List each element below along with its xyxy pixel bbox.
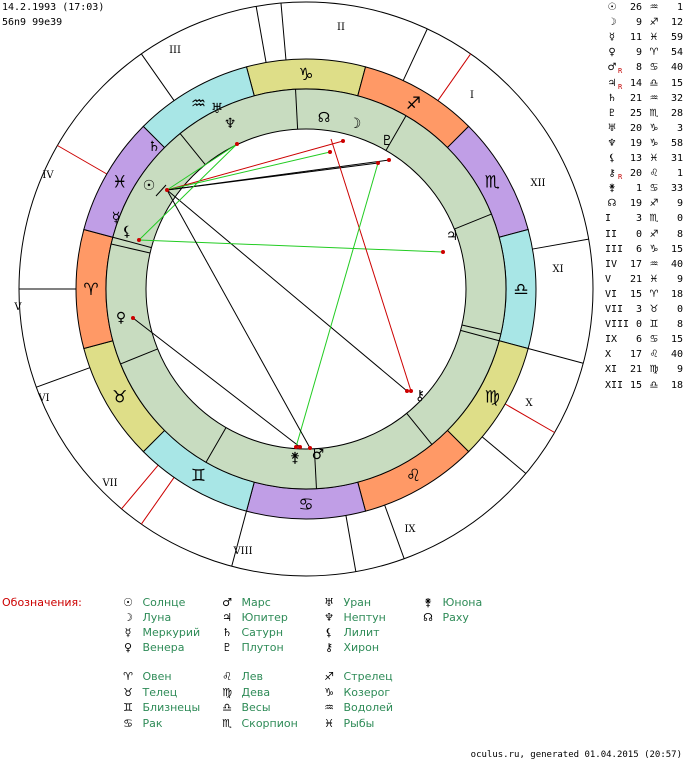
legend-sign xyxy=(318,686,390,699)
degree-value: 21 xyxy=(629,92,642,104)
degree-value: 17 xyxy=(629,258,642,270)
planet-symbol: ♂ xyxy=(607,62,617,74)
retrograde-mark: R xyxy=(618,173,623,182)
position-row xyxy=(603,121,686,136)
aspect-endpoint xyxy=(341,139,345,143)
minute-value: 1 xyxy=(676,168,683,180)
legend-sign-label: Скорпион xyxy=(238,716,298,730)
degree-value: 15 xyxy=(629,288,642,300)
legend-planet-icon: ⚵ xyxy=(423,596,433,609)
degree-value: 8 xyxy=(635,62,642,74)
legend-planet-label: Солнце xyxy=(139,596,186,609)
sign-symbol: ♑ xyxy=(649,243,659,255)
house-label: VI xyxy=(38,393,50,404)
aspect-endpoint xyxy=(308,446,312,450)
degree-value: 26 xyxy=(629,2,642,13)
legend-planet-label: Юпитер xyxy=(238,611,288,624)
aspect-endpoint xyxy=(298,445,302,449)
zodiac-glyph-aquarius: ♒ xyxy=(190,93,207,114)
house-label: V xyxy=(14,302,22,313)
legend-planet-icon: ♃ xyxy=(222,611,232,624)
degree-value: 25 xyxy=(629,107,642,119)
zodiac-glyph-leo: ♌ xyxy=(405,466,422,487)
house-number: IX xyxy=(605,334,618,346)
legend-sign-icon: ♈ xyxy=(123,670,133,683)
legend-planet-icon: ♇ xyxy=(222,641,232,654)
house-label: IX xyxy=(404,524,416,535)
degree-value: 19 xyxy=(629,198,642,210)
legend-planet xyxy=(318,596,371,609)
house-label: VIII xyxy=(233,546,253,557)
position-row xyxy=(603,30,686,45)
legend-sign xyxy=(117,701,200,714)
legend-planet-icon: ☿ xyxy=(124,626,132,639)
house-number: X xyxy=(605,349,612,361)
legend-planet-icon: ☊ xyxy=(423,611,433,624)
house-label: VII xyxy=(102,478,118,489)
planet-symbol: ☿ xyxy=(608,32,616,44)
planet-glyph-jupiter: ♃ xyxy=(445,228,459,244)
aspect-endpoint xyxy=(376,161,380,165)
planet-symbol: ♆ xyxy=(607,137,617,149)
zodiac-glyph-cancer: ♋ xyxy=(298,495,314,515)
position-row xyxy=(603,15,686,30)
house-label: II xyxy=(337,22,345,33)
minute-value: 28 xyxy=(670,107,683,119)
planet-glyph-venus: ♀ xyxy=(115,310,127,326)
planet-glyph-pluto: ♇ xyxy=(380,133,394,149)
degree-value: 0 xyxy=(635,319,642,331)
minute-value: 9 xyxy=(676,198,683,210)
legend-planet xyxy=(216,626,283,639)
degree-value: 6 xyxy=(635,243,642,255)
sign-symbol: ♑ xyxy=(649,122,659,134)
house-row xyxy=(603,257,686,272)
planet-symbol: ♇ xyxy=(607,107,617,119)
minute-value: 32 xyxy=(670,92,683,104)
aspect-endpoint xyxy=(235,142,239,146)
minute-value: 31 xyxy=(670,153,683,164)
retrograde-mark: R xyxy=(618,67,623,76)
sign-symbol: ♓ xyxy=(649,153,659,164)
legend-sign xyxy=(216,701,271,714)
legend-sign-label: Рыбы xyxy=(340,716,375,730)
legend-planet xyxy=(417,611,469,624)
zodiac-glyph-scorpio: ♏ xyxy=(484,172,500,193)
sign-symbol: ♋ xyxy=(649,334,659,346)
legend-planet xyxy=(318,611,386,624)
minute-value: 15 xyxy=(670,334,683,346)
planet-glyph-neptune: ♆ xyxy=(223,116,237,132)
sign-symbol: ♈ xyxy=(649,288,659,300)
legend-planet xyxy=(216,611,288,624)
position-row xyxy=(603,181,686,196)
legend-sign-icon: ♍ xyxy=(222,685,232,699)
position-row xyxy=(603,151,686,166)
legend-planet-icon: ♄ xyxy=(222,626,232,639)
position-row xyxy=(603,166,686,181)
sign-symbol: ♒ xyxy=(649,258,659,270)
legend-planet-icon: ⚸ xyxy=(324,626,334,639)
house-row xyxy=(603,347,686,362)
legend-sign xyxy=(117,686,177,699)
house-row xyxy=(603,362,686,377)
legend-planet-icon: ☽ xyxy=(123,611,133,624)
sign-symbol: ♑ xyxy=(649,137,659,149)
degree-value: 11 xyxy=(629,32,642,44)
house-row xyxy=(603,272,686,287)
minute-value: 1 xyxy=(676,2,683,13)
zodiac-glyph-capricorn: ♑ xyxy=(298,65,314,85)
legend-sign-icon: ♌ xyxy=(222,670,232,683)
planet-glyph-node: ☊ xyxy=(317,110,331,126)
planet-glyph-chiron: ⚷ xyxy=(414,388,426,404)
legend-sign xyxy=(117,670,172,683)
minute-value: 12 xyxy=(670,17,683,29)
position-row xyxy=(603,196,686,211)
sign-symbol: ♓ xyxy=(649,273,659,285)
planet-symbol: ⚵ xyxy=(608,183,616,195)
legend-sign xyxy=(117,717,163,730)
zodiac-glyph-pisces: ♓ xyxy=(112,172,128,193)
house-number: XII xyxy=(605,379,624,391)
legend-sign-icon: ♎ xyxy=(222,701,232,714)
retrograde-mark: R xyxy=(618,82,623,91)
sign-symbol: ♒ xyxy=(649,92,659,104)
legend-sign-icon: ♋ xyxy=(123,716,133,730)
legend-sign-label: Рак xyxy=(139,716,163,730)
sign-symbol: ♈ xyxy=(649,47,659,59)
house-row xyxy=(603,302,686,317)
sign-symbol: ♏ xyxy=(649,213,659,225)
degree-value: 13 xyxy=(629,153,642,164)
legend-sign xyxy=(318,701,393,714)
aspect-endpoint xyxy=(294,445,298,449)
degree-value: 3 xyxy=(635,213,642,225)
sign-symbol: ♋ xyxy=(649,62,659,74)
legend-sign-icon: ♏ xyxy=(222,716,232,730)
legend-sign-label: Водолей xyxy=(340,701,394,714)
aspect-endpoint xyxy=(387,158,391,162)
legend-sign-icon: ♉ xyxy=(123,685,133,699)
legend-sign-label: Овен xyxy=(139,670,172,683)
position-row xyxy=(603,60,686,75)
planet-glyph-saturn: ♄ xyxy=(147,139,161,155)
planet-glyph-sun: ☉ xyxy=(142,178,156,194)
house-number: V xyxy=(605,273,612,285)
zodiac-glyph-sagittarius: ♐ xyxy=(405,93,422,114)
house-number: VIII xyxy=(605,319,630,331)
chart-coordinates: 56n9 99e39 xyxy=(2,17,63,28)
degree-value: 0 xyxy=(635,228,642,240)
legend-planet xyxy=(117,596,185,609)
legend-planet xyxy=(417,596,482,609)
degree-value: 19 xyxy=(629,137,642,149)
planet-glyph-moon: ☽ xyxy=(348,116,362,132)
sign-symbol: ♒ xyxy=(649,2,659,13)
legend-sign-label: Телец xyxy=(139,685,178,699)
sign-symbol: ♌ xyxy=(649,168,659,180)
legend-planet-label: Меркурий xyxy=(139,626,201,639)
minute-value: 8 xyxy=(676,319,683,331)
house-number: II xyxy=(605,228,618,240)
legend-sign-label: Лев xyxy=(238,670,264,683)
legend-planet-icon: ♂ xyxy=(222,596,232,609)
legend-planet-icon: ♅ xyxy=(324,596,334,609)
planet-glyph-mercury: ☿ xyxy=(111,210,121,226)
planet-glyph-lilith: ⚸ xyxy=(121,224,133,240)
house-number: IV xyxy=(605,258,618,270)
planet-glyph-uranus: ♅ xyxy=(210,101,224,117)
chart-date-time: 14.2.1993 (17:03) xyxy=(2,2,105,13)
aspect-endpoint xyxy=(441,250,445,254)
legend-sign-icon: ♒ xyxy=(324,701,334,714)
degree-value: 15 xyxy=(629,379,642,391)
legend-sign-label: Близнецы xyxy=(139,701,201,714)
zodiac-glyph-libra: ♎ xyxy=(513,280,529,300)
legend-sign xyxy=(216,670,263,683)
minute-value: 0 xyxy=(676,213,683,225)
zodiac-glyph-virgo: ♍ xyxy=(484,387,500,408)
planet-symbol: ♃ xyxy=(607,77,617,89)
minute-value: 15 xyxy=(670,243,683,255)
zodiac-glyph-aries: ♈ xyxy=(83,280,99,300)
legend-sign xyxy=(216,686,270,699)
legend-sign xyxy=(216,717,298,730)
house-label: I xyxy=(470,90,474,101)
legend-planet xyxy=(117,641,185,654)
minute-value: 58 xyxy=(670,137,683,149)
sign-symbol: ♐ xyxy=(649,17,659,29)
minute-value: 8 xyxy=(676,228,683,240)
minute-value: 40 xyxy=(670,62,683,74)
minute-value: 40 xyxy=(670,258,683,270)
legend-planet-icon: ♀ xyxy=(123,641,133,654)
house-row xyxy=(603,287,686,302)
degree-value: 20 xyxy=(629,122,642,134)
minute-value: 0 xyxy=(676,304,683,315)
house-row xyxy=(603,317,686,332)
legend-sign-icon: ♊ xyxy=(123,701,133,714)
minute-value: 9 xyxy=(676,364,683,376)
legend-planet-label: Венера xyxy=(139,641,185,654)
planet-symbol: ⚸ xyxy=(608,153,616,164)
degree-value: 9 xyxy=(635,47,642,59)
planet-symbol: ☽ xyxy=(607,17,617,29)
degree-value: 9 xyxy=(635,17,642,29)
minute-value: 15 xyxy=(670,77,683,89)
legend-sign-label: Дева xyxy=(238,685,271,699)
legend-sign-icon: ♐ xyxy=(324,670,334,683)
house-label: IV xyxy=(42,170,54,181)
legend-planet xyxy=(318,626,380,639)
degree-value: 3 xyxy=(635,304,642,315)
house-row xyxy=(603,227,686,242)
legend-sign-icon: ♓ xyxy=(324,716,334,730)
house-number: VI xyxy=(605,288,618,300)
house-number: III xyxy=(605,243,624,255)
legend-planet xyxy=(216,641,284,654)
legend-planet xyxy=(318,641,379,654)
house-label: III xyxy=(169,45,181,56)
degree-value: 20 xyxy=(629,168,642,180)
position-row xyxy=(603,76,686,91)
legend-planet-label: Марс xyxy=(238,596,271,609)
legend-planet-icon: ⚷ xyxy=(324,641,334,654)
degree-value: 1 xyxy=(635,183,642,195)
position-row xyxy=(603,136,686,151)
legend-sign-label: Стрелец xyxy=(340,670,393,683)
minute-value: 59 xyxy=(670,32,683,44)
legend-planet-label: Юнона xyxy=(439,596,483,609)
legend-sign-label: Козерог xyxy=(340,685,391,699)
zodiac-glyph-taurus: ♉ xyxy=(112,387,128,408)
sign-symbol: ♉ xyxy=(649,304,659,315)
legend-planet xyxy=(117,611,171,624)
aspect-endpoint xyxy=(328,150,332,154)
legend-planet-label: Уран xyxy=(340,596,372,609)
house-row xyxy=(603,378,686,393)
legend-planet-label: Хирон xyxy=(340,641,380,654)
legend-planet-icon: ♆ xyxy=(324,611,334,624)
house-label: X xyxy=(525,398,533,409)
house-number: VII xyxy=(605,304,624,315)
house-label: XI xyxy=(552,264,564,275)
sign-symbol: ♏ xyxy=(649,107,659,119)
sign-symbol: ♎ xyxy=(649,379,659,391)
planet-symbol: ☉ xyxy=(607,2,617,13)
aspect-endpoint xyxy=(405,389,409,393)
sign-symbol: ♎ xyxy=(649,77,659,89)
legend-planet-label: Луна xyxy=(139,611,172,624)
minute-value: 40 xyxy=(670,349,683,361)
aspect-endpoint xyxy=(165,188,169,192)
planet-symbol: ☊ xyxy=(607,198,617,210)
planet-glyph-mars: ♂ xyxy=(311,447,325,463)
minute-value: 18 xyxy=(670,379,683,391)
minute-value: 33 xyxy=(670,183,683,195)
legend-planet-label: Лилит xyxy=(340,626,380,639)
degree-value: 14 xyxy=(629,77,642,89)
legend-title: Обозначения: xyxy=(2,596,82,609)
position-row xyxy=(603,0,686,15)
position-row xyxy=(603,91,686,106)
house-number: I xyxy=(605,213,612,225)
house-number: XI xyxy=(605,364,618,376)
degree-value: 6 xyxy=(635,334,642,346)
aspect-endpoint xyxy=(131,316,135,320)
house-row xyxy=(603,242,686,257)
planet-symbol: ♅ xyxy=(607,122,617,134)
sign-symbol: ♊ xyxy=(649,319,659,331)
house-row xyxy=(603,211,686,226)
legend-planet-label: Плутон xyxy=(238,641,284,654)
planet-glyph-juno: ⚵ xyxy=(289,450,301,466)
legend-planet-label: Нептун xyxy=(340,611,386,624)
house-row xyxy=(603,332,686,347)
footer-credit: oculus.ru, generated 01.04.2015 (20:57) xyxy=(470,750,682,760)
aspect-endpoint xyxy=(409,389,413,393)
legend-planet-label: Сатурн xyxy=(238,626,284,639)
minute-value: 18 xyxy=(670,288,683,300)
legend-planet-icon: ☉ xyxy=(123,596,133,609)
position-row xyxy=(603,106,686,121)
sign-symbol: ♋ xyxy=(649,183,659,195)
legend-sign xyxy=(318,670,393,683)
planet-symbol: ♀ xyxy=(608,47,616,59)
legend-sign xyxy=(318,717,374,730)
legend-planet-label: Раху xyxy=(439,611,469,624)
planet-symbol: ♄ xyxy=(607,92,617,104)
position-row xyxy=(603,45,686,60)
legend-sign-label: Весы xyxy=(238,701,271,714)
sign-symbol: ♌ xyxy=(649,349,659,361)
minute-value: 54 xyxy=(670,47,683,59)
legend-planet xyxy=(216,596,271,609)
minute-value: 9 xyxy=(676,273,683,285)
legend-sign-icon: ♑ xyxy=(324,685,334,699)
sign-symbol: ♐ xyxy=(649,198,659,210)
degree-value: 17 xyxy=(629,349,642,361)
legend-planet xyxy=(117,626,200,639)
degree-value: 21 xyxy=(629,364,642,376)
planet-symbol: ⚷ xyxy=(608,168,616,180)
sign-symbol: ♍ xyxy=(649,364,659,376)
minute-value: 3 xyxy=(676,122,683,134)
sign-symbol: ♓ xyxy=(649,32,659,44)
house-label: XII xyxy=(530,178,546,189)
degree-value: 21 xyxy=(629,273,642,285)
aspect-endpoint xyxy=(137,238,141,242)
zodiac-glyph-gemini: ♊ xyxy=(190,466,207,487)
sign-symbol: ♐ xyxy=(649,228,659,240)
